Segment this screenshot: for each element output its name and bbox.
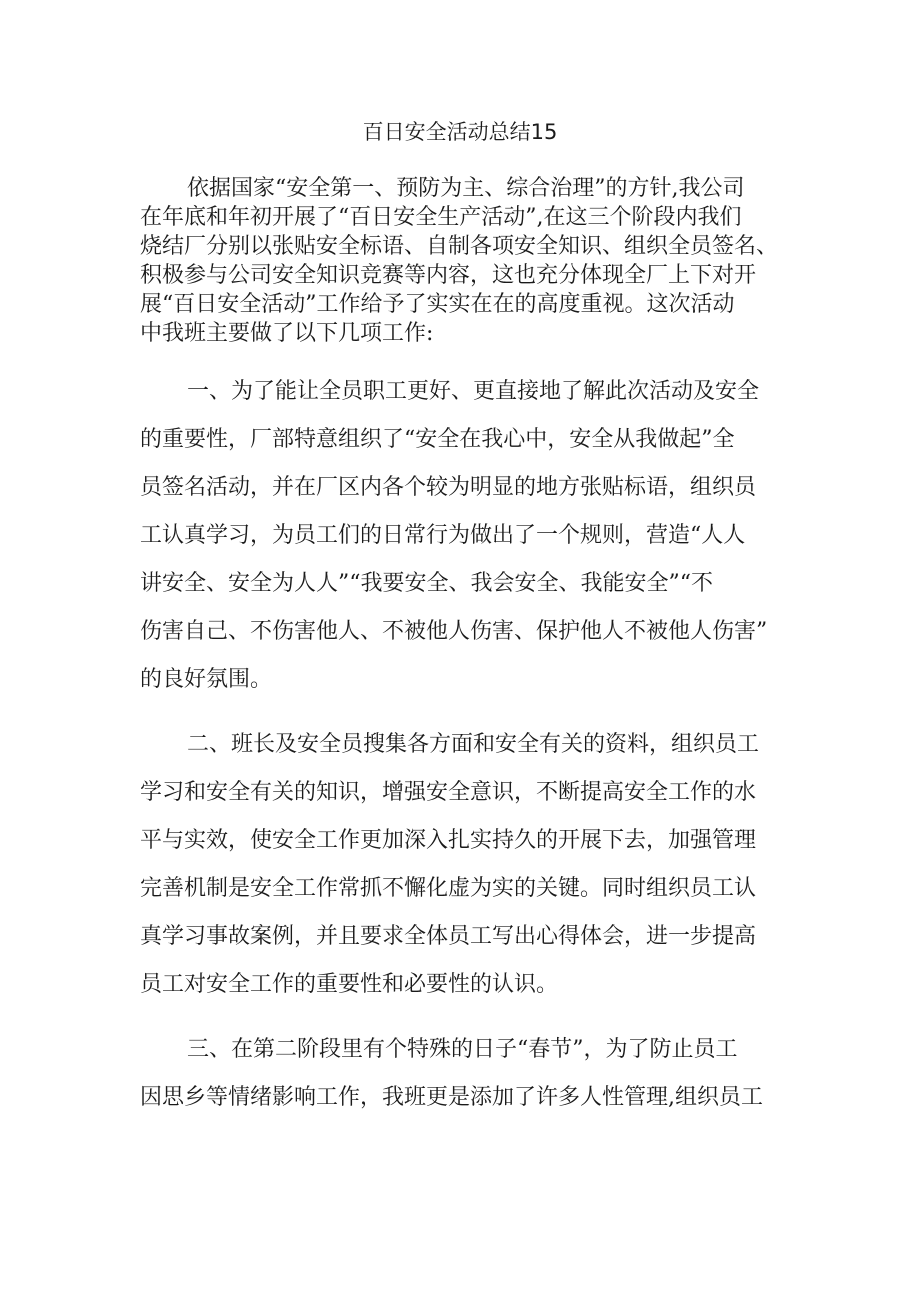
text-line: 平与实效，使安全工作更加深入扎实持久的开展下去，加强管理 xyxy=(140,828,757,853)
text-line: 员工对安全工作的重要性和必要性的认识。 xyxy=(140,972,559,997)
text-line: 讲安全、安全为人人”“我要安全、我会安全、我能安全”“不 xyxy=(140,571,713,596)
text-line: 学习和安全有关的知识，增强安全意识，不断提高安全工作的水 xyxy=(140,780,757,805)
text-line: 依据国家“安全第一、预防为主、综合治理”的方针,我公司 xyxy=(187,176,745,201)
text-line: 的良好氛围。 xyxy=(140,667,273,692)
text-line: 真学习事故案例，并且要求全体员工写出心得体会，进一步提高 xyxy=(140,924,757,949)
text-line: 二、班长及安全员搜集各方面和安全有关的资料，组织员工 xyxy=(187,732,760,757)
text-line: 展“百日安全活动”工作给予了实实在在的高度重视。这次活动 xyxy=(140,292,735,317)
text-line: 伤害自己、不伤害他人、不被他人伤害、保护他人不被他人伤害” xyxy=(140,619,768,644)
text-line: 三、在第二阶段里有个特殊的日子“春节”，为了防止员工 xyxy=(187,1037,738,1062)
text-line: 烧结厂分别以张贴安全标语、自制各项安全知识、组织全员签名、 xyxy=(140,234,779,259)
text-line: 员签名活动，并在厂区内各个较为明显的地方张贴标语，组织员 xyxy=(140,475,757,500)
text-line: 在年底和年初开展了“百日安全生产活动”,在这三个阶段内我们 xyxy=(140,205,742,230)
text-line: 因思乡等情绪影响工作，我班更是添加了许多人性管理,组织员工 xyxy=(140,1085,763,1110)
text-line: 的重要性，厂部特意组织了“安全在我心中，安全从我做起”全 xyxy=(140,427,735,452)
text-line: 完善机制是安全工作常抓不懈化虚为实的关键。同时组织员工认 xyxy=(140,876,757,901)
document-title: 百日安全活动总结15 xyxy=(362,120,558,144)
text-line: 工认真学习，为员工们的日常行为做出了一个规则，营造“人人 xyxy=(140,523,746,548)
text-line: 中我班主要做了以下几项工作: xyxy=(140,321,434,346)
text-line: 积极参与公司安全知识竞赛等内容，这也充分体现全厂上下对开 xyxy=(140,263,757,288)
text-line: 一、为了能让全员职工更好、更直接地了解此次活动及安全 xyxy=(187,379,760,404)
